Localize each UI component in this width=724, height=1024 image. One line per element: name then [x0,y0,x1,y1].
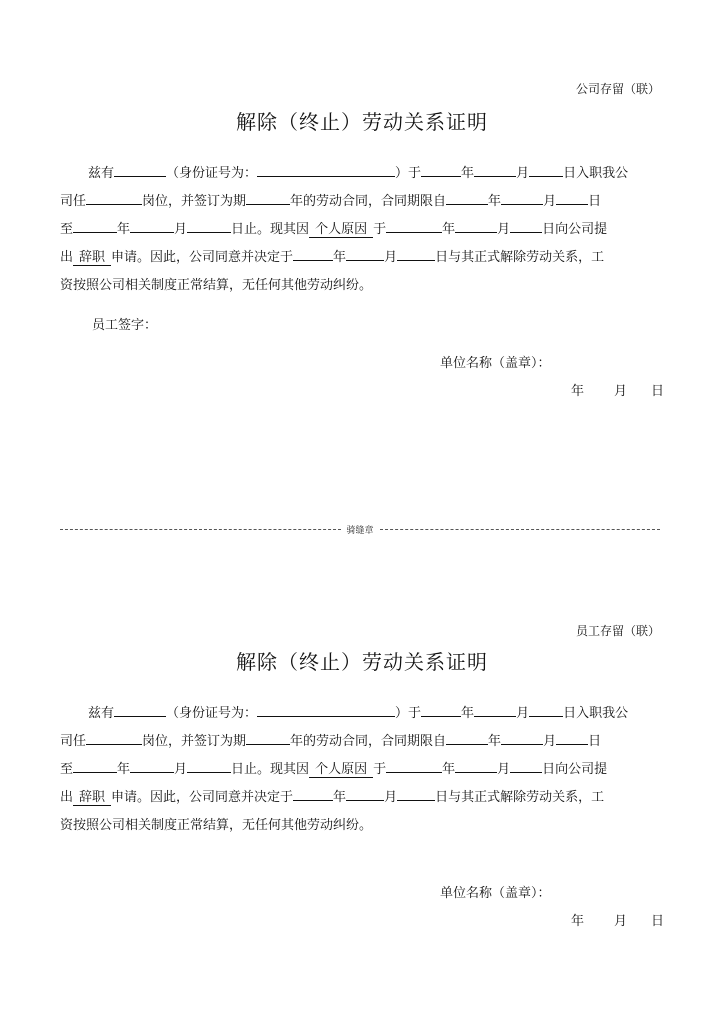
paragraph-line-3 [60,758,607,777]
divider-dash-right [380,529,661,530]
apply-month-blank[interactable] [455,218,497,233]
start-year-blank[interactable] [446,190,488,205]
post-blank[interactable] [86,730,142,745]
paragraph-line-2 [60,190,601,209]
name-blank[interactable] [114,702,166,717]
text: 至 [60,222,74,237]
dissolve-year-blank[interactable] [293,786,333,801]
employee-signature-label: 员工签字： [92,318,158,333]
entry-day-blank[interactable] [529,162,563,177]
text: 司任 [60,734,87,749]
text: 月 [516,706,530,721]
text: 月 [516,166,530,181]
text: （身份证号为： [166,706,258,721]
paragraph-line-1 [88,702,628,721]
dissolve-day-blank[interactable] [397,246,435,261]
sign-date [571,380,664,399]
text: 岗位，并签订为期 [142,194,247,209]
date-day-label: 日 [650,914,664,929]
text: ）于 [395,706,422,721]
end-day-blank[interactable] [187,758,231,773]
paragraph-line-4 [60,786,604,805]
apply-month-blank[interactable] [455,758,497,773]
dissolve-year-blank[interactable] [293,246,333,261]
start-day-blank[interactable] [556,730,588,745]
entry-year-blank[interactable] [421,162,461,177]
sign-date [571,910,664,929]
reason-value[interactable]: 个人原因 [309,762,373,778]
text: 年 [333,250,347,265]
name-blank[interactable] [114,162,166,177]
text: 月 [497,222,511,237]
id-number-blank[interactable] [257,162,395,177]
paragraph-line-1 [88,162,628,181]
apply-year-blank[interactable] [386,218,442,233]
dissolve-month-blank[interactable] [346,246,384,261]
copy-label: 公司存留（联） [575,82,660,96]
text: 月 [543,194,557,209]
text: 月 [174,762,188,777]
text: 日 [588,194,602,209]
seam-stamp-label: 骑缝章 [346,525,374,536]
text: 年 [461,706,475,721]
text: 日向公司提 [542,762,608,777]
reason-value[interactable]: 个人原因 [309,222,373,238]
text: 岗位，并签订为期 [142,734,247,749]
text: 出 [60,790,74,805]
start-year-blank[interactable] [446,730,488,745]
text: 月 [384,790,398,805]
entry-month-blank[interactable] [474,162,516,177]
text: 日 [588,734,602,749]
paragraph-line-5: 资按照公司相关制度正常结算，无任何其他劳动纠纷。 [60,278,373,293]
date-month-label: 月 [613,384,627,399]
apply-day-blank[interactable] [510,758,542,773]
start-month-blank[interactable] [501,190,543,205]
application-type-value[interactable]: 辞职 [73,790,111,806]
text: 年 [117,222,131,237]
text: 申请。因此，公司同意并决定于 [111,790,294,805]
contract-years-blank[interactable] [246,190,290,205]
text: 日止。现其因 [231,222,310,237]
text: 日向公司提 [542,222,608,237]
paragraph-line-4 [60,246,604,265]
apply-year-blank[interactable] [386,758,442,773]
document-title: 解除（终止）劳动关系证明 [236,650,488,674]
date-day-label: 日 [650,384,664,399]
unit-name-stamp-label: 单位名称（盖章）： [440,886,551,901]
text: 年 [488,194,502,209]
entry-day-blank[interactable] [529,702,563,717]
text: 月 [543,734,557,749]
text: （身份证号为： [166,166,258,181]
text: 年的劳动合同，合同期限自 [290,734,447,749]
perforation-divider [60,522,660,536]
text: 年 [461,166,475,181]
copy-label: 员工存留（联） [575,624,660,638]
text: 月 [384,250,398,265]
end-month-blank[interactable] [130,758,174,773]
text: 司任 [60,194,87,209]
text: 月 [174,222,188,237]
divider-dash-left [60,529,341,530]
text: 至 [60,762,74,777]
text: 年 [117,762,131,777]
text: 出 [60,250,74,265]
text: 兹有 [88,166,115,181]
text: 月 [497,762,511,777]
paragraph-line-5: 资按照公司相关制度正常结算，无任何其他劳动纠纷。 [60,818,373,833]
text: ）于 [395,166,422,181]
text: 年 [442,222,456,237]
application-type-value[interactable]: 辞职 [73,250,111,266]
text: 申请。因此，公司同意并决定于 [111,250,294,265]
text: 年的劳动合同，合同期限自 [290,194,447,209]
text: 于 [373,222,387,237]
text: 日止。现其因 [231,762,310,777]
dissolve-month-blank[interactable] [346,786,384,801]
end-month-blank[interactable] [130,218,174,233]
contract-years-blank[interactable] [246,730,290,745]
text: 年 [488,734,502,749]
text: 日入职我公 [563,166,629,181]
text: 于 [373,762,387,777]
end-year-blank[interactable] [73,758,117,773]
end-day-blank[interactable] [187,218,231,233]
start-day-blank[interactable] [556,190,588,205]
date-year-label: 年 [570,384,584,399]
start-month-blank[interactable] [501,730,543,745]
post-blank[interactable] [86,190,142,205]
paragraph-line-2 [60,730,601,749]
date-year-label: 年 [570,914,584,929]
id-number-blank[interactable] [257,702,395,717]
dissolve-day-blank[interactable] [397,786,435,801]
text: 日与其正式解除劳动关系，工 [435,250,605,265]
entry-month-blank[interactable] [474,702,516,717]
text: 日入职我公 [563,706,629,721]
unit-name-stamp-label: 单位名称（盖章）： [440,356,551,371]
apply-day-blank[interactable] [510,218,542,233]
end-year-blank[interactable] [73,218,117,233]
entry-year-blank[interactable] [421,702,461,717]
paragraph-line-3 [60,218,607,237]
text: 年 [333,790,347,805]
text: 兹有 [88,706,115,721]
date-month-label: 月 [613,914,627,929]
text: 日与其正式解除劳动关系，工 [435,790,605,805]
text: 年 [442,762,456,777]
document-title: 解除（终止）劳动关系证明 [236,110,488,134]
